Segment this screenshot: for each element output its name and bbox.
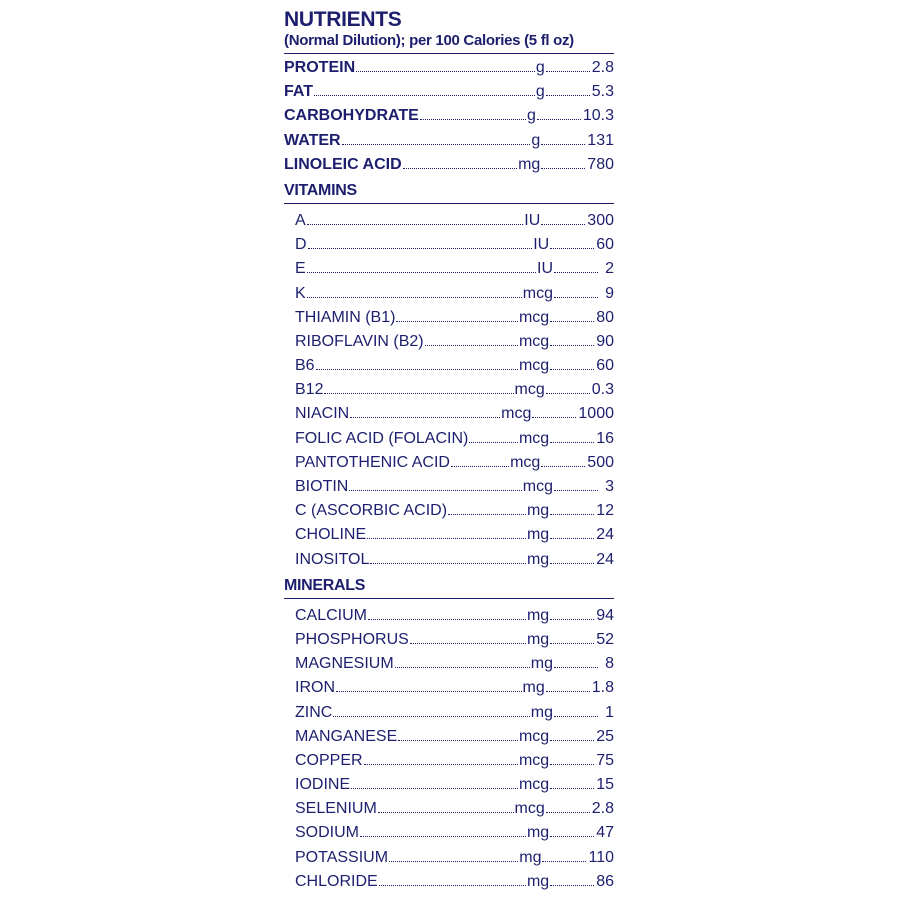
nutrient-name: IRON bbox=[295, 679, 335, 697]
nutrient-row bbox=[284, 797, 614, 821]
nutrient-value: 780 bbox=[587, 155, 614, 173]
nutrient-name: MANGANESE bbox=[295, 727, 398, 745]
vitamins-list bbox=[284, 209, 614, 572]
nutrient-unit: IU bbox=[537, 260, 553, 278]
dot-leader bbox=[554, 490, 598, 491]
nutrient-name: RIBOFLAVIN (B2) bbox=[295, 332, 424, 350]
nutrient-unit: g bbox=[531, 131, 541, 149]
nutrient-name: SELENIUM bbox=[295, 800, 377, 818]
dot-leader bbox=[546, 812, 590, 813]
dot-leader bbox=[379, 885, 526, 886]
nutrient-unit: g bbox=[526, 107, 536, 125]
nutrient-unit: mcg bbox=[514, 800, 545, 818]
nutrient-value: 2.8 bbox=[591, 59, 614, 76]
nutrient-row bbox=[284, 56, 614, 80]
dot-leader bbox=[378, 812, 514, 813]
nutrient-unit: IU bbox=[533, 236, 550, 254]
nutrient-value: 1.8 bbox=[591, 679, 614, 697]
nutrient-row bbox=[284, 427, 614, 451]
nutrient-unit: IU bbox=[524, 211, 541, 229]
nutrient-name: PHOSPHORUS bbox=[295, 630, 409, 648]
nutrient-value: 5.3 bbox=[591, 83, 614, 101]
nutrient-row bbox=[284, 129, 614, 153]
nutrient-name: COPPER bbox=[295, 751, 363, 769]
dot-leader bbox=[554, 716, 598, 717]
nutrient-value: 3 bbox=[605, 478, 614, 495]
dot-leader bbox=[550, 321, 594, 322]
nutrient-value: 131 bbox=[587, 131, 614, 149]
nutrient-name: INOSITOL bbox=[295, 550, 370, 568]
nutrient-unit: mcg bbox=[518, 357, 550, 375]
nutrient-row bbox=[284, 676, 614, 700]
nutrient-row bbox=[284, 870, 614, 894]
nutrient-value: 110 bbox=[588, 848, 614, 866]
nutrient-value: 60 bbox=[596, 236, 614, 254]
nutrient-value: 86 bbox=[596, 872, 614, 890]
panel-subtitle: (Normal Dilution); per 100 Calories (5 fl oz) bbox=[284, 32, 574, 49]
nutrient-row bbox=[284, 378, 614, 402]
nutrient-unit: mg bbox=[526, 872, 550, 890]
nutrient-row bbox=[284, 330, 614, 354]
minerals-list bbox=[284, 604, 614, 894]
dot-leader bbox=[395, 667, 530, 668]
nutrient-row bbox=[284, 257, 614, 281]
dot-leader bbox=[333, 716, 529, 717]
nutrient-name: LINOLEIC ACID bbox=[284, 155, 402, 173]
nutrient-name: MAGNESIUM bbox=[295, 655, 394, 673]
nutrient-name: CALCIUM bbox=[295, 606, 368, 624]
dot-leader bbox=[420, 119, 526, 120]
dot-leader bbox=[554, 272, 598, 273]
nutrient-value: 15 bbox=[596, 776, 614, 794]
nutrient-row bbox=[284, 846, 614, 870]
nutrient-value: 500 bbox=[587, 453, 614, 471]
nutrient-unit: mcg bbox=[518, 776, 550, 794]
nutrient-name: IODINE bbox=[295, 776, 351, 794]
dot-leader bbox=[546, 71, 590, 72]
nutrient-unit: g bbox=[535, 59, 545, 76]
dot-leader bbox=[364, 764, 518, 765]
dot-leader bbox=[537, 119, 581, 120]
nutrient-row bbox=[284, 628, 614, 652]
nutrient-row bbox=[284, 475, 614, 499]
dot-leader bbox=[550, 619, 594, 620]
nutrition-panel bbox=[284, 8, 614, 894]
dot-leader bbox=[410, 643, 526, 644]
nutrient-value: 2.8 bbox=[591, 800, 614, 818]
nutrient-name: CARBOHYDRATE bbox=[284, 107, 419, 125]
dot-leader bbox=[349, 490, 521, 491]
nutrient-unit: mcg bbox=[518, 727, 550, 745]
dot-leader bbox=[541, 466, 585, 467]
dot-leader bbox=[356, 71, 535, 72]
dot-leader bbox=[550, 345, 594, 346]
dot-leader bbox=[550, 643, 594, 644]
nutrient-name: NIACIN bbox=[295, 405, 350, 423]
dot-leader bbox=[425, 345, 518, 346]
dot-leader bbox=[541, 168, 585, 169]
nutrient-row bbox=[284, 821, 614, 845]
dot-leader bbox=[546, 95, 590, 96]
nutrient-row bbox=[284, 773, 614, 797]
nutrient-value: 10.3 bbox=[582, 107, 614, 125]
nutrient-value: 52 bbox=[596, 630, 614, 648]
nutrient-value: 1000 bbox=[578, 405, 614, 423]
dot-leader bbox=[370, 563, 526, 564]
nutrient-row bbox=[284, 548, 614, 572]
nutrient-row bbox=[284, 523, 614, 547]
dot-leader bbox=[307, 297, 522, 298]
minerals-heading: MINERALS bbox=[284, 576, 366, 594]
vitamins-heading: VITAMINS bbox=[284, 181, 357, 199]
dot-leader bbox=[541, 224, 585, 225]
nutrient-unit: mcg bbox=[518, 751, 550, 769]
nutrient-row bbox=[284, 652, 614, 676]
title-divider bbox=[284, 53, 614, 54]
nutrient-row bbox=[284, 80, 614, 104]
nutrient-name: POTASSIUM bbox=[295, 848, 389, 866]
dot-leader bbox=[550, 248, 594, 249]
nutrient-value: 0.3 bbox=[591, 381, 614, 399]
dot-leader bbox=[316, 369, 518, 370]
nutrient-unit: mg bbox=[526, 824, 550, 842]
dot-leader bbox=[389, 861, 518, 862]
nutrient-unit: mg bbox=[526, 502, 550, 520]
dot-leader bbox=[554, 297, 598, 298]
dot-leader bbox=[550, 764, 594, 765]
nutrient-name: E bbox=[295, 260, 306, 278]
dot-leader bbox=[541, 144, 585, 145]
nutrient-value: 25 bbox=[596, 727, 614, 745]
nutrient-name: A bbox=[295, 211, 306, 229]
nutrient-unit: mcg bbox=[518, 429, 550, 447]
dot-leader bbox=[550, 740, 594, 741]
dot-leader bbox=[546, 393, 590, 394]
nutrient-unit: mcg bbox=[510, 453, 541, 471]
nutrient-name: B6 bbox=[295, 357, 315, 375]
nutrient-row bbox=[284, 402, 614, 426]
dot-leader bbox=[546, 691, 590, 692]
nutrient-value: 47 bbox=[596, 824, 614, 842]
dot-leader bbox=[396, 321, 518, 322]
nutrient-row bbox=[284, 354, 614, 378]
dot-leader bbox=[451, 466, 509, 467]
nutrient-name: D bbox=[295, 236, 307, 254]
nutrient-name: THIAMIN (B1) bbox=[295, 308, 396, 326]
dot-leader bbox=[550, 788, 594, 789]
dot-leader bbox=[554, 667, 598, 668]
dot-leader bbox=[532, 417, 576, 418]
nutrient-value: 300 bbox=[587, 211, 614, 229]
nutrient-unit: mg bbox=[526, 526, 550, 544]
nutrient-name: CHLORIDE bbox=[295, 872, 378, 890]
nutrient-unit: mcg bbox=[514, 381, 545, 399]
dot-leader bbox=[324, 393, 513, 394]
nutrient-row bbox=[284, 604, 614, 628]
dot-leader bbox=[367, 538, 526, 539]
nutrient-name: FAT bbox=[284, 83, 314, 101]
nutrient-unit: mg bbox=[522, 679, 545, 697]
nutrient-unit: mcg bbox=[518, 332, 550, 350]
nutrient-unit: mcg bbox=[501, 405, 532, 423]
nutrient-row bbox=[284, 282, 614, 306]
nutrient-row bbox=[284, 209, 614, 233]
nutrient-value: 75 bbox=[596, 751, 614, 769]
nutrient-value: 24 bbox=[596, 550, 614, 568]
dot-leader bbox=[550, 885, 594, 886]
dot-leader bbox=[550, 442, 594, 443]
dot-leader bbox=[351, 788, 518, 789]
nutrient-row bbox=[284, 749, 614, 773]
nutrient-name: B12 bbox=[295, 381, 324, 399]
dot-leader bbox=[550, 514, 594, 515]
dot-leader bbox=[403, 168, 517, 169]
dot-leader bbox=[350, 417, 500, 418]
dot-leader bbox=[550, 563, 594, 564]
dot-leader bbox=[307, 272, 536, 273]
nutrient-value: 16 bbox=[596, 429, 614, 447]
nutrient-name: K bbox=[295, 284, 306, 302]
nutrient-name: BIOTIN bbox=[295, 478, 349, 495]
dot-leader bbox=[448, 514, 526, 515]
dot-leader bbox=[307, 224, 524, 225]
nutrient-unit: mg bbox=[526, 606, 550, 624]
nutrient-row bbox=[284, 451, 614, 475]
dot-leader bbox=[398, 740, 518, 741]
nutrient-row bbox=[284, 725, 614, 749]
nutrient-value: 80 bbox=[596, 308, 614, 326]
nutrient-unit: mg bbox=[530, 703, 553, 721]
dot-leader bbox=[314, 95, 535, 96]
nutrient-value: 12 bbox=[596, 502, 614, 520]
nutrient-row bbox=[284, 701, 614, 725]
nutrient-row bbox=[284, 306, 614, 330]
nutrient-value: 24 bbox=[596, 526, 614, 544]
nutrient-row bbox=[284, 153, 614, 177]
nutrient-name: C (ASCORBIC ACID) bbox=[295, 502, 448, 520]
nutrient-value: 90 bbox=[596, 332, 614, 350]
nutrient-name: PANTOTHENIC ACID bbox=[295, 453, 450, 471]
nutrient-value: 9 bbox=[605, 284, 614, 302]
nutrient-name: ZINC bbox=[295, 703, 333, 721]
dot-leader bbox=[336, 691, 522, 692]
dot-leader bbox=[308, 248, 533, 249]
nutrient-unit: mg bbox=[530, 655, 553, 673]
nutrient-value: 8 bbox=[605, 655, 614, 673]
nutrient-name: WATER bbox=[284, 131, 341, 149]
dot-leader bbox=[550, 836, 594, 837]
nutrient-unit: mg bbox=[526, 630, 550, 648]
nutrient-name: CHOLINE bbox=[295, 526, 367, 544]
nutrient-unit: g bbox=[535, 83, 545, 101]
nutrient-value: 60 bbox=[596, 357, 614, 375]
nutrient-row bbox=[284, 233, 614, 257]
nutrient-name: SODIUM bbox=[295, 824, 359, 842]
nutrient-value: 94 bbox=[596, 606, 614, 624]
nutrient-name: FOLIC ACID (FOLACIN) bbox=[295, 429, 469, 447]
nutrient-row bbox=[284, 104, 614, 128]
nutrient-unit: mcg bbox=[522, 478, 553, 495]
dot-leader bbox=[550, 538, 594, 539]
dot-leader bbox=[542, 861, 586, 862]
dot-leader bbox=[368, 619, 526, 620]
nutrient-value: 2 bbox=[605, 260, 614, 278]
dot-leader bbox=[342, 144, 531, 145]
nutrient-value: 1 bbox=[605, 703, 614, 721]
nutrient-unit: mcg bbox=[518, 308, 550, 326]
nutrient-name: PROTEIN bbox=[284, 59, 356, 76]
nutrient-unit: mg bbox=[526, 550, 550, 568]
dot-leader bbox=[469, 442, 518, 443]
dot-leader bbox=[550, 369, 594, 370]
panel-title: NUTRIENTS bbox=[284, 8, 402, 31]
nutrient-unit: mcg bbox=[522, 284, 553, 302]
nutrients-list bbox=[284, 56, 614, 177]
nutrient-unit: mg bbox=[519, 848, 542, 866]
nutrient-unit: mg bbox=[518, 155, 541, 173]
dot-leader bbox=[360, 836, 526, 837]
nutrient-row bbox=[284, 499, 614, 523]
